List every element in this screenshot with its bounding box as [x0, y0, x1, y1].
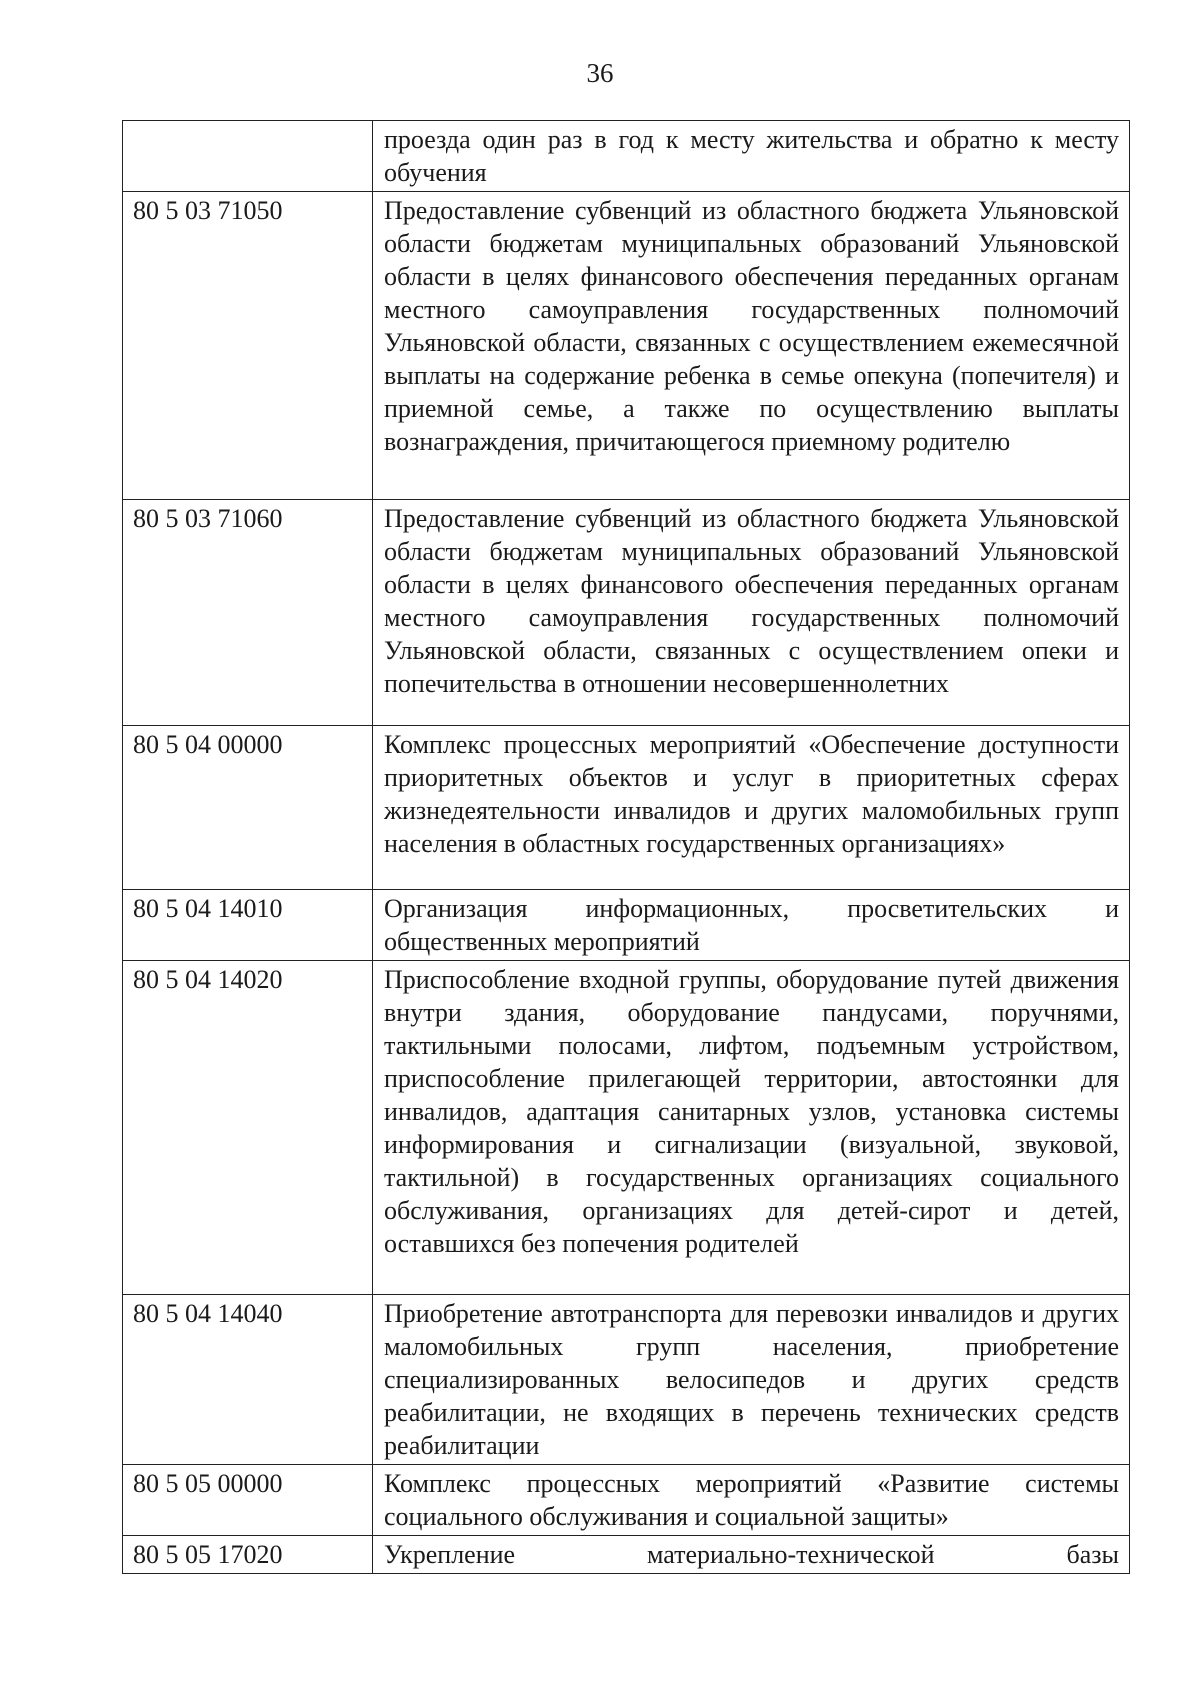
code-cell: 80 5 05 00000 [123, 1465, 373, 1536]
table-row [123, 1465, 1130, 1536]
code-cell: 80 5 04 14040 [123, 1295, 373, 1465]
code-cell: 80 5 03 71050 [123, 192, 373, 500]
page-number: 36 [586, 58, 614, 88]
table-row [123, 1536, 1130, 1574]
table-row [123, 890, 1130, 961]
table-row [123, 1295, 1130, 1465]
code-cell: 80 5 04 14010 [123, 890, 373, 961]
table-row [123, 121, 1130, 192]
code-cell: 80 5 04 00000 [123, 726, 373, 890]
table-row [123, 961, 1130, 1295]
description-cell: проезда один раз в год к месту жительства и обратно к месту обучения [373, 121, 1130, 192]
description-cell: Укрепление материально-технической базы [373, 1536, 1130, 1574]
table-row [123, 192, 1130, 500]
description-cell: Предоставление субвенций из областного бюджета Ульяновской области бюджетам муниципальных образований Ульяновской области в целях финансового обеспечения переданных органам местного самоуправления государственных полномочий Ульяновской области, связанных с осуществлением опеки и попечительства в отношении несовершеннолетних [373, 500, 1130, 726]
description-cell: Комплекс процессных мероприятий «Обеспечение доступности приоритетных объектов и услуг в приоритетных сферах жизнедеятельности инвалидов и других маломобильных групп населения в областных государственных организациях» [373, 726, 1130, 890]
budget-classification-table [122, 120, 1130, 1574]
description-cell: Комплекс процессных мероприятий «Развитие системы социального обслуживания и социальной защиты» [373, 1465, 1130, 1536]
code-cell: 80 5 04 14020 [123, 961, 373, 1295]
description-cell: Предоставление субвенций из областного бюджета Ульяновской области бюджетам муниципальных образований Ульяновской области в целях финансового обеспечения переданных органам местного самоуправления государственных полномочий Ульяновской области, связанных с осуществлением ежемесячной выплаты на содержание ребенка в семье опекуна (попечителя) и приемной семье, а также по осуществлению выплаты вознаграждения, причитающегося приемному родителю [373, 192, 1130, 500]
description-cell: Приобретение автотранспорта для перевозки инвалидов и других маломобильных групп населения, приобретение специализированных велосипедов и других средств реабилитации, не входящих в перечень технических средств реабилитации [373, 1295, 1130, 1465]
description-cell: Приспособление входной группы, оборудование путей движения внутри здания, оборудование пандусами, поручнями, тактильными полосами, лифтом, подъемным устройством, приспособление прилегающей территории, автостоянки для инвалидов, адаптация санитарных узлов, установка системы информирования и сигнализации (визуальной, звуковой, тактильной) в государственных организациях социального обслуживания, организациях для детей-сирот и детей, оставшихся без попечения родителей [373, 961, 1130, 1295]
description-cell: Организация информационных, просветительских и общественных мероприятий [373, 890, 1130, 961]
code-cell: 80 5 03 71060 [123, 500, 373, 726]
code-cell: 80 5 05 17020 [123, 1536, 373, 1574]
table-row [123, 726, 1130, 890]
table-row [123, 500, 1130, 726]
code-cell [123, 121, 373, 192]
